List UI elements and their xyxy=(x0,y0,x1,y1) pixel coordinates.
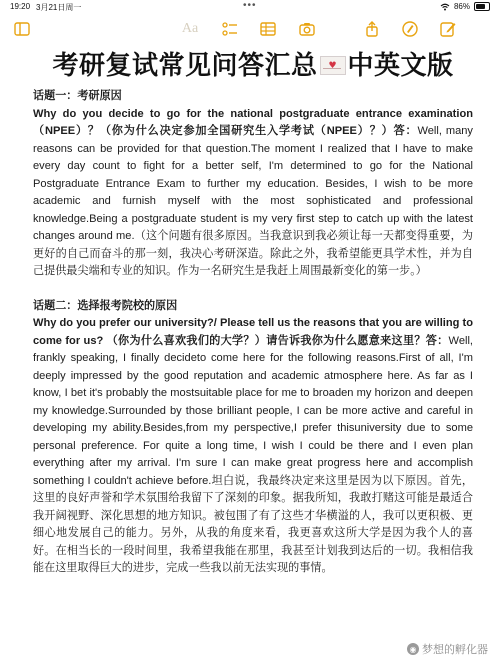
note-title-part-2: 中英文版 xyxy=(347,51,454,81)
format-text-button[interactable]: Aa xyxy=(181,21,199,36)
note-title xyxy=(33,48,473,84)
watermark xyxy=(407,641,488,657)
note-body[interactable] xyxy=(33,48,473,578)
watermark-text: 梦想的孵化器 xyxy=(422,644,488,656)
topic-answer: Well, frankly speaking, I finally decideto come here for the following reasons.First of all, I'm deeply impressed by the good reputation and academic atmosphere here. As far as I know, I bet it's probably the mostsuitable place for me to broaden my horizon and deepen my knowledge.Surrounded by those brilliant people, I can be more active and careful in developing my ability.Besides,from my perspective,I prefer thisuniversity due to some personal preference. For quite a long time, I wish I could be there and I even plan everything after my arrival. I'm sure I can make great progress here and accomplish something I couldn't achieve before.坦白说，我最终决定来这里是因为以下原因。首先，这里的良好声誉和学术氛围给我留下了深刻的印象。据我所知，我敢打赌这可能是最适合我开阔视野、深化思想的地方知识。被包围了有了这些才华横溢的人，我可以更积极、更细心地发展自己的能力。另外，从我的角度来看，我更喜欢这所大学是因为我个人的喜好。在相当长的一段时间里，我希望我能在那里，我甚至计划我到达后的一切。我相信我能在这里取得巨大的进步，完成一些我以前无法实现的事情。 xyxy=(33,334,473,574)
note-title-part-1: 考研复试常见问答汇总 xyxy=(52,51,318,81)
topic-heading: 话题二：选择报考院校的原因 xyxy=(33,299,178,312)
status-right xyxy=(440,2,490,11)
notes-toolbar xyxy=(0,14,500,44)
markup-pen-icon[interactable] xyxy=(400,19,420,39)
topic-section-1 xyxy=(33,88,473,281)
checklist-icon[interactable] xyxy=(220,19,240,39)
topic-question: Why do you decide to go for the national postgraduate entrance examination（NPEE）？（你为什么决定参加全国研究生入学考试（NPEE）？）答： xyxy=(33,107,473,137)
camera-icon[interactable] xyxy=(297,19,317,39)
multitasking-dots[interactable]: ••• xyxy=(243,0,257,11)
topic-heading: 话题一：考研原因 xyxy=(33,90,122,102)
topic-section-2 xyxy=(33,298,473,578)
compose-icon[interactable] xyxy=(438,19,458,39)
topic-question: Why do you prefer our university?/ Please tell us the reasons that you are willing to come for us? （你为什么喜欢我们的大学？）请告诉我你为什么愿意来这里？答： xyxy=(33,317,473,347)
table-icon[interactable] xyxy=(258,19,278,39)
status-bar xyxy=(0,0,500,14)
battery-icon xyxy=(474,2,490,11)
topic-answer: Well, many reasons can be provided for that question.The moment I realized that I have to make every day count to fight for a better self, I'm determined to go for the National Postgraduate Entrance Exam to further my education. Besides, I wish to be more academic and furnish myself with the most sophisticated and professional knowledge.Being a postgraduate student is my very first step to catch up with the latest changes around me.（这个问题有很多原因。当我意识到我必须让每一天都变得重要，为更好的自己而奋斗的那一刻，我决心考研深造。除此之外，我希望能更具学术性，并为自己提供最尖端和专业的知识。作为一名研究生是我赶上周围最新变化的第一步。） xyxy=(33,125,473,277)
share-icon[interactable] xyxy=(362,19,382,39)
battery-percent: 86% xyxy=(453,2,470,11)
status-time: 19:20 xyxy=(10,2,31,11)
wifi-icon xyxy=(440,3,450,11)
watermark-logo-icon: ◉ xyxy=(407,643,419,655)
love-letter-emoji-icon: ♥ xyxy=(320,56,346,75)
status-date: 3月21日周一 xyxy=(36,3,82,12)
sidebar-toggle-icon[interactable] xyxy=(12,19,32,39)
